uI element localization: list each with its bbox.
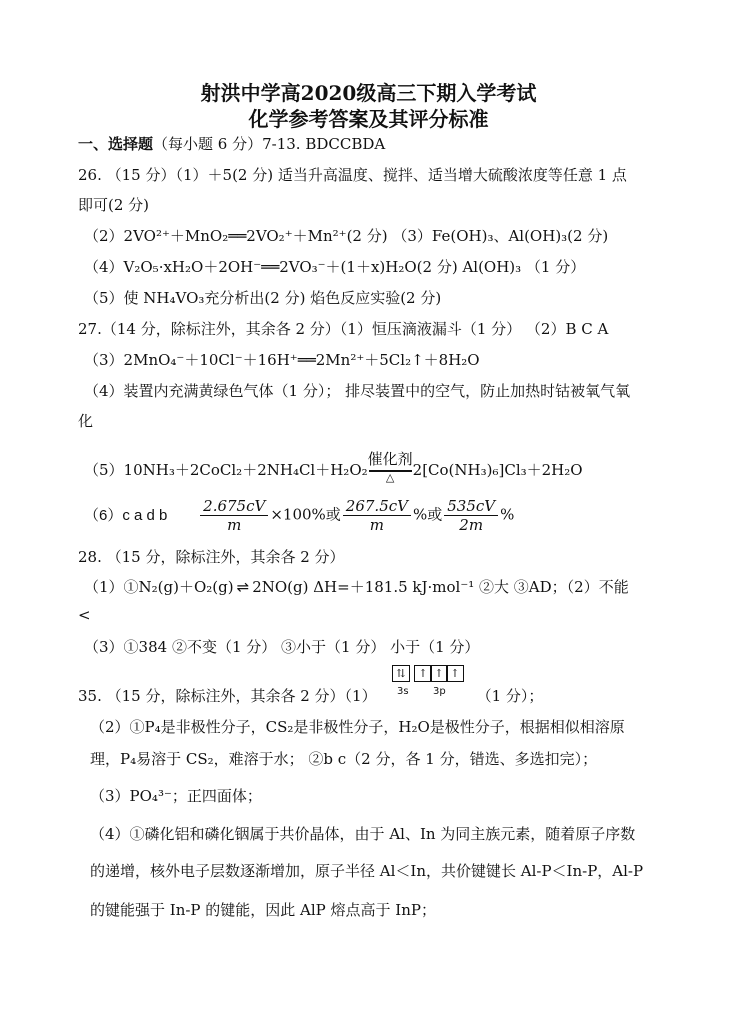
fraction-3-den: 2m xyxy=(459,516,484,534)
title-line1: 射洪中学高2020级高三下期入学考试 xyxy=(200,81,537,105)
q35-line3: 理，P₄易溶于 CS₂，难溶于水； ②b c（2 分，各 1 分，错选、多选扣完）； xyxy=(90,750,598,768)
q27-line5 xyxy=(84,450,583,488)
orbital-3s-label: 3s xyxy=(397,686,409,697)
q26-line3: （2）2VO²⁺＋MnO₂══2VO₂⁺＋Mn²⁺(2 分) （3）Fe(OH)₃、Al(OH)₃(2 分) xyxy=(84,227,609,245)
title-line2: 化学参考答案及其评分标准 xyxy=(248,107,489,131)
q26-line2: 即可(2 分) xyxy=(78,196,150,214)
fraction-3 xyxy=(444,497,498,534)
q27-line6 xyxy=(84,497,514,534)
fraction-2 xyxy=(343,497,411,534)
fraction-1-tail: ×100%或 xyxy=(270,505,341,524)
q26-line1: 26. （15 分）（1）＋5(2 分) 适当升高温度、搅拌、适当增大硫酸浓度等任意 1 点 xyxy=(78,166,627,184)
q26-line5: （5）使 NH₄VO₃充分析出(2 分) 焰色反应实验(2 分) xyxy=(84,289,442,307)
fraction-2-den: m xyxy=(369,516,384,534)
orbital-3p-box-1: ↑ xyxy=(414,665,432,682)
q27-line4: 化 xyxy=(78,412,94,430)
catalyst-arrow xyxy=(368,450,413,484)
q27-eq5-reactants: （5）10NH₃＋2CoCl₂＋2NH₄Cl＋H₂O₂ xyxy=(84,461,368,479)
q28-eq-reactants: （1）①N₂(g)＋O₂(g) xyxy=(84,578,234,596)
fraction-1 xyxy=(200,497,268,534)
q27-line1: 27.（14 分，除标注外，其余各 2 分）（1）恒压滴液漏斗（1 分） （2）B C A xyxy=(78,320,609,338)
q27-eq5-products: 2[Co(NH₃)₆]Cl₃＋2H₂O xyxy=(412,461,583,479)
fraction-2-num: 267.5cV xyxy=(343,497,411,516)
q35-line5: （4）①磷化铝和磷化铟属于共价晶体，由于 Al、In 为同主族元素，随着原子序数 xyxy=(90,825,636,843)
q35-line7: 的键能强于 In-P 的键能，因此 AlP 熔点高于 InP； xyxy=(90,901,436,919)
q28-line2 xyxy=(84,577,629,597)
q26-line4: （4）V₂O₅·xH₂O＋2OH⁻══2VO₃⁻＋(1＋x)H₂O(2 分) Al(OH)₃ （1 分） xyxy=(84,258,586,276)
q27-order: （6）c a d b xyxy=(84,506,168,524)
heat-symbol: △ xyxy=(385,471,395,484)
q27-line2: （3）2MnO₄⁻＋10Cl⁻＋16H⁺══2Mn²⁺＋5Cl₂↑＋8H₂O xyxy=(84,351,480,369)
orbital-3p-box-3: ↑ xyxy=(446,665,464,682)
equilibrium-arrow-icon: ⇌ xyxy=(236,578,250,596)
section-mc-heading: 一、选择题 xyxy=(78,135,154,153)
q35-line1-head: 35. （15 分，除标注外，其余各 2 分）（1） xyxy=(78,687,377,705)
orbital-3s-box: ⇅ xyxy=(392,665,410,682)
fraction-3-num: 535cV xyxy=(444,497,498,516)
section-mc-answers: （每小题 6 分）7-13. BDCCBDA xyxy=(153,135,386,153)
q28-line3: < xyxy=(78,606,91,624)
q35-line1-tail: （1 分）； xyxy=(476,687,544,705)
fraction-1-den: m xyxy=(227,516,242,534)
section-mc xyxy=(78,134,385,154)
q28-eq-rest: 2NO(g) ΔH=＋181.5 kJ·mol⁻¹ ②大 ③AD；（2）不能 xyxy=(252,578,629,596)
q35-line6: 的递增，核外电子层数逐渐增加，原子半径 Al＜In，共价键键长 Al-P＜In-P，Al-P xyxy=(90,862,644,880)
orbital-3p-label: 3p xyxy=(433,686,446,697)
q35-line4: （3）PO₄³⁻；正四面体； xyxy=(90,787,262,805)
q28-line4: （3）①384 ②不变（1 分） ③小于（1 分） 小于（1 分） xyxy=(84,638,480,656)
orbital-3p-box-2: ↑ xyxy=(430,665,448,682)
fraction-2-tail: %或 xyxy=(412,505,443,524)
catalyst-label: 催化剂 xyxy=(367,450,413,468)
fraction-3-tail: % xyxy=(500,505,515,524)
q28-line1: 28. （15 分，除标注外，其余各 2 分） xyxy=(78,548,345,566)
q35-line2: （2）①P₄是非极性分子，CS₂是非极性分子，H₂O是极性分子，根据相似相溶原 xyxy=(90,718,625,736)
q35-line1 xyxy=(78,686,543,706)
q27-line3: （4）装置内充满黄绿色气体（1 分）； 排尽装置中的空气，防止加热时钴被氧气氧 xyxy=(84,382,631,400)
fraction-1-num: 2.675cV xyxy=(200,497,268,516)
